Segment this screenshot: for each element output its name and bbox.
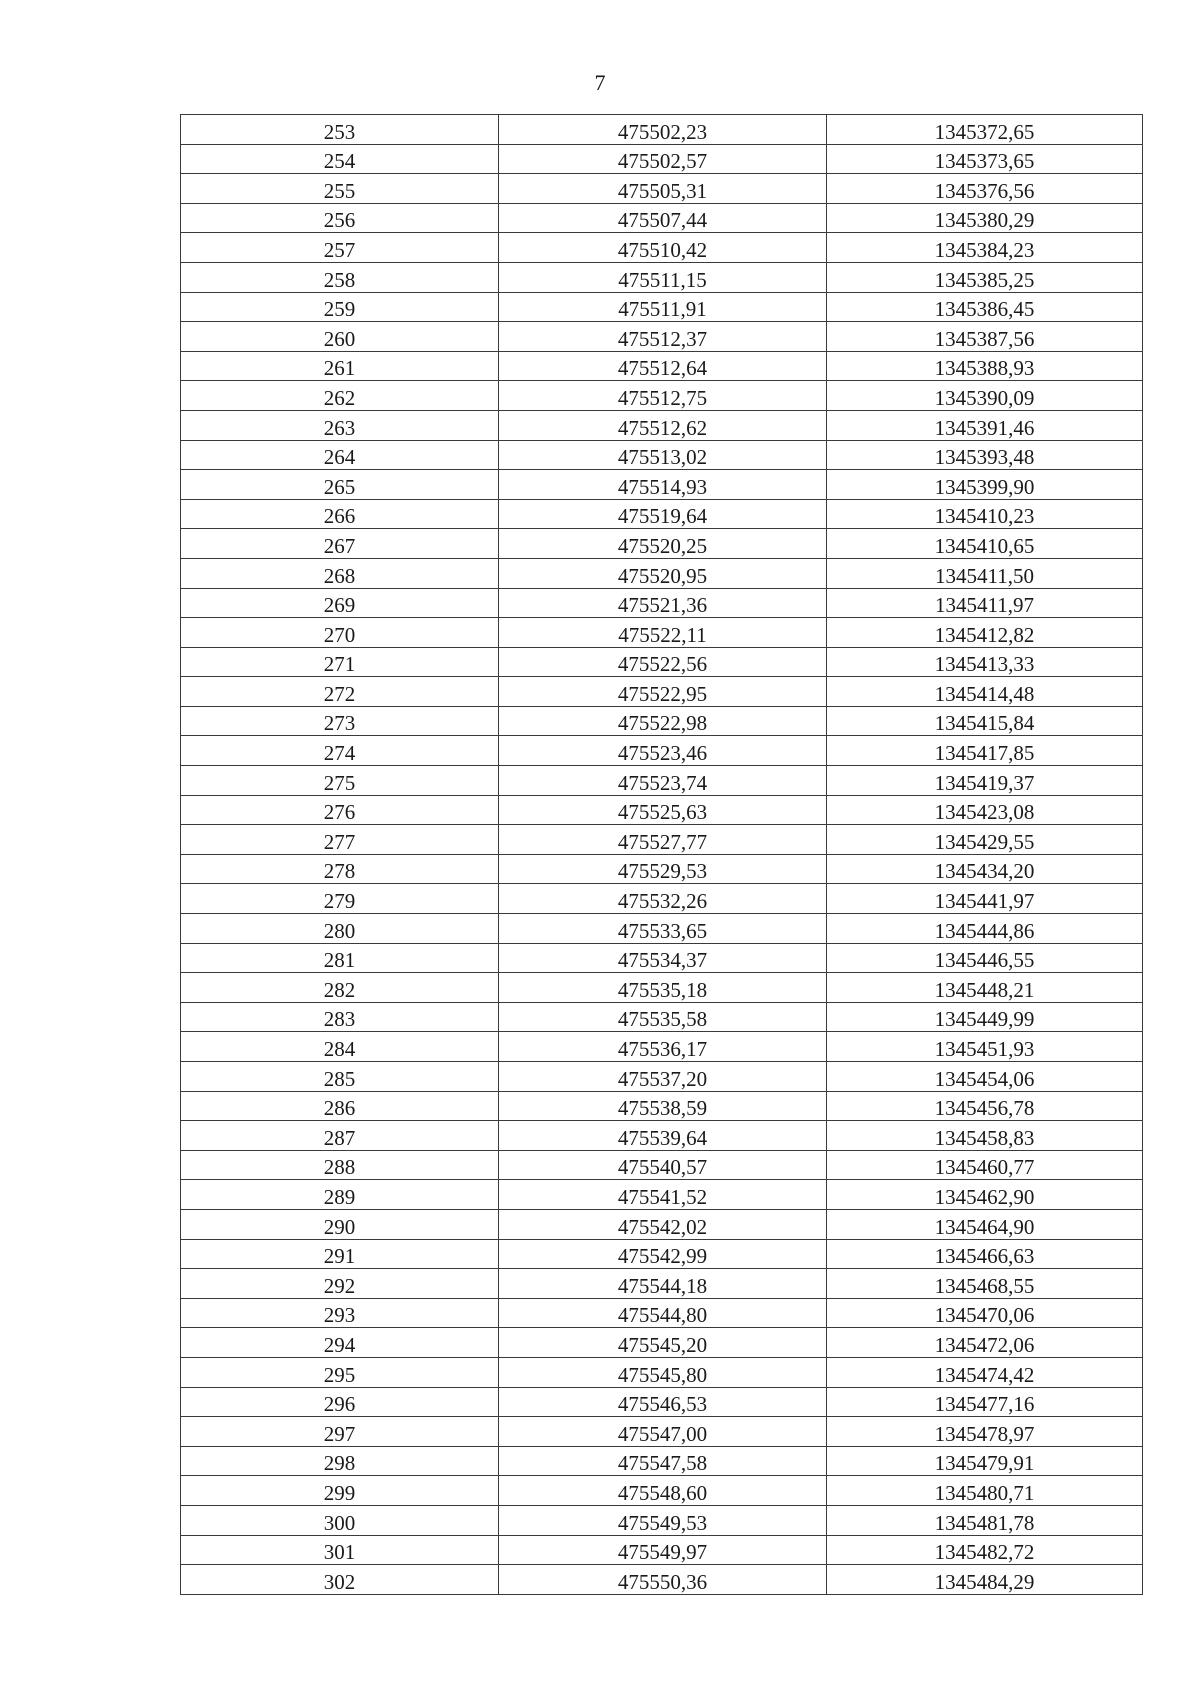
- x-coordinate-cell: 475512,62: [499, 410, 827, 440]
- point-number-cell: 262: [181, 381, 499, 411]
- coordinates-table-body: [181, 115, 1143, 1595]
- y-coordinate-cell: 1345484,29: [827, 1565, 1143, 1595]
- point-number-cell: 273: [181, 706, 499, 736]
- table-row: [181, 203, 1143, 233]
- point-number-cell: 289: [181, 1180, 499, 1210]
- point-number-cell: 287: [181, 1121, 499, 1151]
- x-coordinate-cell: 475545,80: [499, 1357, 827, 1387]
- table-row: [181, 973, 1143, 1003]
- table-row: [181, 1357, 1143, 1387]
- point-number-cell: 267: [181, 529, 499, 559]
- x-coordinate-cell: 475539,64: [499, 1121, 827, 1151]
- point-number-cell: 281: [181, 943, 499, 973]
- x-coordinate-cell: 475537,20: [499, 1062, 827, 1092]
- table-row: [181, 854, 1143, 884]
- x-coordinate-cell: 475512,64: [499, 351, 827, 381]
- x-coordinate-cell: 475549,53: [499, 1505, 827, 1535]
- table-row: [181, 381, 1143, 411]
- x-coordinate-cell: 475522,11: [499, 618, 827, 648]
- y-coordinate-cell: 1345464,90: [827, 1209, 1143, 1239]
- point-number-cell: 285: [181, 1062, 499, 1092]
- table-row: [181, 677, 1143, 707]
- table-row: [181, 706, 1143, 736]
- y-coordinate-cell: 1345448,21: [827, 973, 1143, 1003]
- point-number-cell: 265: [181, 470, 499, 500]
- table-row: [181, 647, 1143, 677]
- point-number-cell: 292: [181, 1269, 499, 1299]
- point-number-cell: 296: [181, 1387, 499, 1417]
- point-number-cell: 294: [181, 1328, 499, 1358]
- point-number-cell: 268: [181, 558, 499, 588]
- point-number-cell: 279: [181, 884, 499, 914]
- y-coordinate-cell: 1345472,06: [827, 1328, 1143, 1358]
- x-coordinate-cell: 475544,18: [499, 1269, 827, 1299]
- point-number-cell: 293: [181, 1298, 499, 1328]
- y-coordinate-cell: 1345468,55: [827, 1269, 1143, 1299]
- x-coordinate-cell: 475538,59: [499, 1091, 827, 1121]
- table-row: [181, 1298, 1143, 1328]
- point-number-cell: 276: [181, 795, 499, 825]
- y-coordinate-cell: 1345410,65: [827, 529, 1143, 559]
- table-row: [181, 233, 1143, 263]
- x-coordinate-cell: 475502,23: [499, 115, 827, 145]
- x-coordinate-cell: 475525,63: [499, 795, 827, 825]
- x-coordinate-cell: 475549,97: [499, 1535, 827, 1565]
- x-coordinate-cell: 475502,57: [499, 144, 827, 174]
- point-number-cell: 291: [181, 1239, 499, 1269]
- x-coordinate-cell: 475510,42: [499, 233, 827, 263]
- point-number-cell: 280: [181, 914, 499, 944]
- point-number-cell: 270: [181, 618, 499, 648]
- y-coordinate-cell: 1345458,83: [827, 1121, 1143, 1151]
- x-coordinate-cell: 475513,02: [499, 440, 827, 470]
- x-coordinate-cell: 475521,36: [499, 588, 827, 618]
- point-number-cell: 255: [181, 174, 499, 204]
- x-coordinate-cell: 475512,37: [499, 322, 827, 352]
- page-number: 7: [594, 70, 606, 95]
- point-number-cell: 256: [181, 203, 499, 233]
- x-coordinate-cell: 475520,25: [499, 529, 827, 559]
- x-coordinate-cell: 475532,26: [499, 884, 827, 914]
- point-number-cell: 302: [181, 1565, 499, 1595]
- y-coordinate-cell: 1345376,56: [827, 174, 1143, 204]
- y-coordinate-cell: 1345415,84: [827, 706, 1143, 736]
- point-number-cell: 274: [181, 736, 499, 766]
- x-coordinate-cell: 475534,37: [499, 943, 827, 973]
- x-coordinate-cell: 475522,98: [499, 706, 827, 736]
- x-coordinate-cell: 475535,18: [499, 973, 827, 1003]
- table-row: [181, 410, 1143, 440]
- y-coordinate-cell: 1345460,77: [827, 1150, 1143, 1180]
- y-coordinate-cell: 1345411,97: [827, 588, 1143, 618]
- table-row: [181, 1565, 1143, 1595]
- x-coordinate-cell: 475523,74: [499, 766, 827, 796]
- x-coordinate-cell: 475512,75: [499, 381, 827, 411]
- y-coordinate-cell: 1345380,29: [827, 203, 1143, 233]
- table-row: [181, 1062, 1143, 1092]
- table-row: [181, 558, 1143, 588]
- table-row: [181, 1150, 1143, 1180]
- point-number-cell: 299: [181, 1476, 499, 1506]
- table-row: [181, 588, 1143, 618]
- point-number-cell: 266: [181, 499, 499, 529]
- y-coordinate-cell: 1345386,45: [827, 292, 1143, 322]
- point-number-cell: 257: [181, 233, 499, 263]
- table-row: [181, 1387, 1143, 1417]
- point-number-cell: 263: [181, 410, 499, 440]
- table-row: [181, 1180, 1143, 1210]
- x-coordinate-cell: 475511,15: [499, 262, 827, 292]
- y-coordinate-cell: 1345414,48: [827, 677, 1143, 707]
- point-number-cell: 261: [181, 351, 499, 381]
- table-row: [181, 1239, 1143, 1269]
- x-coordinate-cell: 475507,44: [499, 203, 827, 233]
- x-coordinate-cell: 475527,77: [499, 825, 827, 855]
- point-number-cell: 253: [181, 115, 499, 145]
- table-row: [181, 1417, 1143, 1447]
- x-coordinate-cell: 475514,93: [499, 470, 827, 500]
- x-coordinate-cell: 475523,46: [499, 736, 827, 766]
- y-coordinate-cell: 1345434,20: [827, 854, 1143, 884]
- point-number-cell: 259: [181, 292, 499, 322]
- point-number-cell: 286: [181, 1091, 499, 1121]
- table-row: [181, 1328, 1143, 1358]
- x-coordinate-cell: 475540,57: [499, 1150, 827, 1180]
- table-row: [181, 618, 1143, 648]
- table-row: [181, 1535, 1143, 1565]
- table-row: [181, 351, 1143, 381]
- x-coordinate-cell: 475550,36: [499, 1565, 827, 1595]
- point-number-cell: 284: [181, 1032, 499, 1062]
- point-number-cell: 295: [181, 1357, 499, 1387]
- point-number-cell: 278: [181, 854, 499, 884]
- y-coordinate-cell: 1345391,46: [827, 410, 1143, 440]
- y-coordinate-cell: 1345480,71: [827, 1476, 1143, 1506]
- y-coordinate-cell: 1345387,56: [827, 322, 1143, 352]
- y-coordinate-cell: 1345419,37: [827, 766, 1143, 796]
- table-row: [181, 884, 1143, 914]
- x-coordinate-cell: 475542,02: [499, 1209, 827, 1239]
- x-coordinate-cell: 475541,52: [499, 1180, 827, 1210]
- y-coordinate-cell: 1345429,55: [827, 825, 1143, 855]
- y-coordinate-cell: 1345478,97: [827, 1417, 1143, 1447]
- table-row: [181, 174, 1143, 204]
- table-row: [181, 322, 1143, 352]
- y-coordinate-cell: 1345413,33: [827, 647, 1143, 677]
- point-number-cell: 275: [181, 766, 499, 796]
- y-coordinate-cell: 1345470,06: [827, 1298, 1143, 1328]
- point-number-cell: 300: [181, 1505, 499, 1535]
- y-coordinate-cell: 1345444,86: [827, 914, 1143, 944]
- table-row: [181, 795, 1143, 825]
- y-coordinate-cell: 1345462,90: [827, 1180, 1143, 1210]
- point-number-cell: 297: [181, 1417, 499, 1447]
- y-coordinate-cell: 1345449,99: [827, 1002, 1143, 1032]
- table-row: [181, 499, 1143, 529]
- table-row: [181, 1269, 1143, 1299]
- x-coordinate-cell: 475522,95: [499, 677, 827, 707]
- table-row: [181, 1505, 1143, 1535]
- x-coordinate-cell: 475542,99: [499, 1239, 827, 1269]
- table-row: [181, 943, 1143, 973]
- x-coordinate-cell: 475546,53: [499, 1387, 827, 1417]
- table-row: [181, 262, 1143, 292]
- y-coordinate-cell: 1345481,78: [827, 1505, 1143, 1535]
- y-coordinate-cell: 1345446,55: [827, 943, 1143, 973]
- y-coordinate-cell: 1345466,63: [827, 1239, 1143, 1269]
- y-coordinate-cell: 1345372,65: [827, 115, 1143, 145]
- table-row: [181, 470, 1143, 500]
- point-number-cell: 283: [181, 1002, 499, 1032]
- y-coordinate-cell: 1345451,93: [827, 1032, 1143, 1062]
- y-coordinate-cell: 1345474,42: [827, 1357, 1143, 1387]
- table-row: [181, 1446, 1143, 1476]
- x-coordinate-cell: 475529,53: [499, 854, 827, 884]
- y-coordinate-cell: 1345423,08: [827, 795, 1143, 825]
- y-coordinate-cell: 1345390,09: [827, 381, 1143, 411]
- table-row: [181, 144, 1143, 174]
- y-coordinate-cell: 1345388,93: [827, 351, 1143, 381]
- point-number-cell: 282: [181, 973, 499, 1003]
- y-coordinate-cell: 1345412,82: [827, 618, 1143, 648]
- table-row: [181, 1476, 1143, 1506]
- y-coordinate-cell: 1345482,72: [827, 1535, 1143, 1565]
- x-coordinate-cell: 475545,20: [499, 1328, 827, 1358]
- y-coordinate-cell: 1345417,85: [827, 736, 1143, 766]
- y-coordinate-cell: 1345385,25: [827, 262, 1143, 292]
- point-number-cell: 258: [181, 262, 499, 292]
- y-coordinate-cell: 1345399,90: [827, 470, 1143, 500]
- x-coordinate-cell: 475511,91: [499, 292, 827, 322]
- x-coordinate-cell: 475505,31: [499, 174, 827, 204]
- table-row: [181, 1032, 1143, 1062]
- x-coordinate-cell: 475547,00: [499, 1417, 827, 1447]
- y-coordinate-cell: 1345373,65: [827, 144, 1143, 174]
- y-coordinate-cell: 1345384,23: [827, 233, 1143, 263]
- table-row: [181, 766, 1143, 796]
- point-number-cell: 260: [181, 322, 499, 352]
- point-number-cell: 264: [181, 440, 499, 470]
- point-number-cell: 290: [181, 1209, 499, 1239]
- y-coordinate-cell: 1345410,23: [827, 499, 1143, 529]
- table-row: [181, 1209, 1143, 1239]
- y-coordinate-cell: 1345456,78: [827, 1091, 1143, 1121]
- x-coordinate-cell: 475520,95: [499, 558, 827, 588]
- point-number-cell: 272: [181, 677, 499, 707]
- x-coordinate-cell: 475548,60: [499, 1476, 827, 1506]
- table-row: [181, 1002, 1143, 1032]
- table-row: [181, 440, 1143, 470]
- y-coordinate-cell: 1345477,16: [827, 1387, 1143, 1417]
- x-coordinate-cell: 475533,65: [499, 914, 827, 944]
- point-number-cell: 298: [181, 1446, 499, 1476]
- y-coordinate-cell: 1345411,50: [827, 558, 1143, 588]
- table-row: [181, 529, 1143, 559]
- point-number-cell: 288: [181, 1150, 499, 1180]
- point-number-cell: 301: [181, 1535, 499, 1565]
- point-number-cell: 271: [181, 647, 499, 677]
- table-row: [181, 115, 1143, 145]
- y-coordinate-cell: 1345454,06: [827, 1062, 1143, 1092]
- y-coordinate-cell: 1345479,91: [827, 1446, 1143, 1476]
- table-row: [181, 825, 1143, 855]
- table-row: [181, 736, 1143, 766]
- table-row: [181, 1091, 1143, 1121]
- y-coordinate-cell: 1345393,48: [827, 440, 1143, 470]
- x-coordinate-cell: 475535,58: [499, 1002, 827, 1032]
- x-coordinate-cell: 475519,64: [499, 499, 827, 529]
- x-coordinate-cell: 475536,17: [499, 1032, 827, 1062]
- y-coordinate-cell: 1345441,97: [827, 884, 1143, 914]
- table-row: [181, 1121, 1143, 1151]
- table-row: [181, 292, 1143, 322]
- point-number-cell: 254: [181, 144, 499, 174]
- point-number-cell: 269: [181, 588, 499, 618]
- point-number-cell: 277: [181, 825, 499, 855]
- x-coordinate-cell: 475522,56: [499, 647, 827, 677]
- x-coordinate-cell: 475544,80: [499, 1298, 827, 1328]
- table-row: [181, 914, 1143, 944]
- coordinates-table: [180, 114, 1143, 1595]
- x-coordinate-cell: 475547,58: [499, 1446, 827, 1476]
